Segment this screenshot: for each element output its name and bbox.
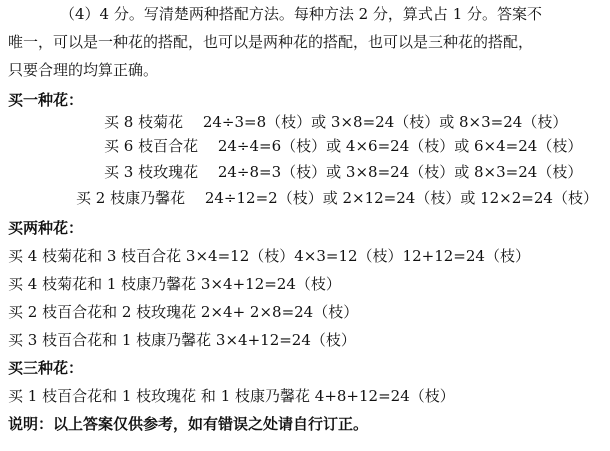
section-one-row: 买 3 枝玫瑰花 24÷8=3（枝）或 3×8=24（枝）或 8×3=24（枝） (104, 163, 583, 181)
section-three-heading: 买三种花： (8, 359, 84, 377)
section-one-row: 买 2 枝康乃馨花 24÷12=2（枝）或 2×12=24（枝）或 12×2=24（枝） (76, 189, 598, 207)
section-two-heading: 买两种花： (8, 219, 84, 237)
section-two-row: 买 2 枝百合花和 2 枝玫瑰花 2×4+ 2×8=24（枝） (8, 303, 359, 321)
section-one-row: 买 6 枝百合花 24÷4=6（枝）或 4×6=24（枝）或 6×4=24（枝） (104, 137, 583, 155)
section-two-row: 买 4 枝菊花和 1 枝康乃馨花 3×4+12=24（枝） (8, 275, 341, 293)
note-text: 说明：以上答案仅供参考，如有错误之处请自行订正。 (8, 415, 369, 433)
section-two-row: 买 4 枝菊花和 3 枝百合花 3×4=12（枝）4×3=12（枝）12+12=24（枝） (8, 247, 530, 265)
section-one-row: 买 8 枝菊花 24÷3=8（枝）或 3×8=24（枝）或 8×3=24（枝） (104, 113, 568, 131)
section-one-heading: 买一种花： (8, 91, 84, 109)
section-two-row: 买 3 枝百合花和 1 枝康乃馨花 3×4+12=24（枝） (8, 331, 356, 349)
intro-line-3: 只要合理的均算正确。 (8, 61, 159, 79)
intro-line-1: （4）4 分。写清楚两种搭配方法。每种方法 2 分，算式占 1 分。答案不 (60, 5, 543, 23)
section-three-row: 买 1 枝百合花和 1 枝玫瑰花 和 1 枝康乃馨花 4+8+12=24（枝） (8, 387, 455, 405)
intro-line-2: 唯一，可以是一种花的搭配，也可以是两种花的搭配，也可以是三种花的搭配， (8, 33, 534, 51)
